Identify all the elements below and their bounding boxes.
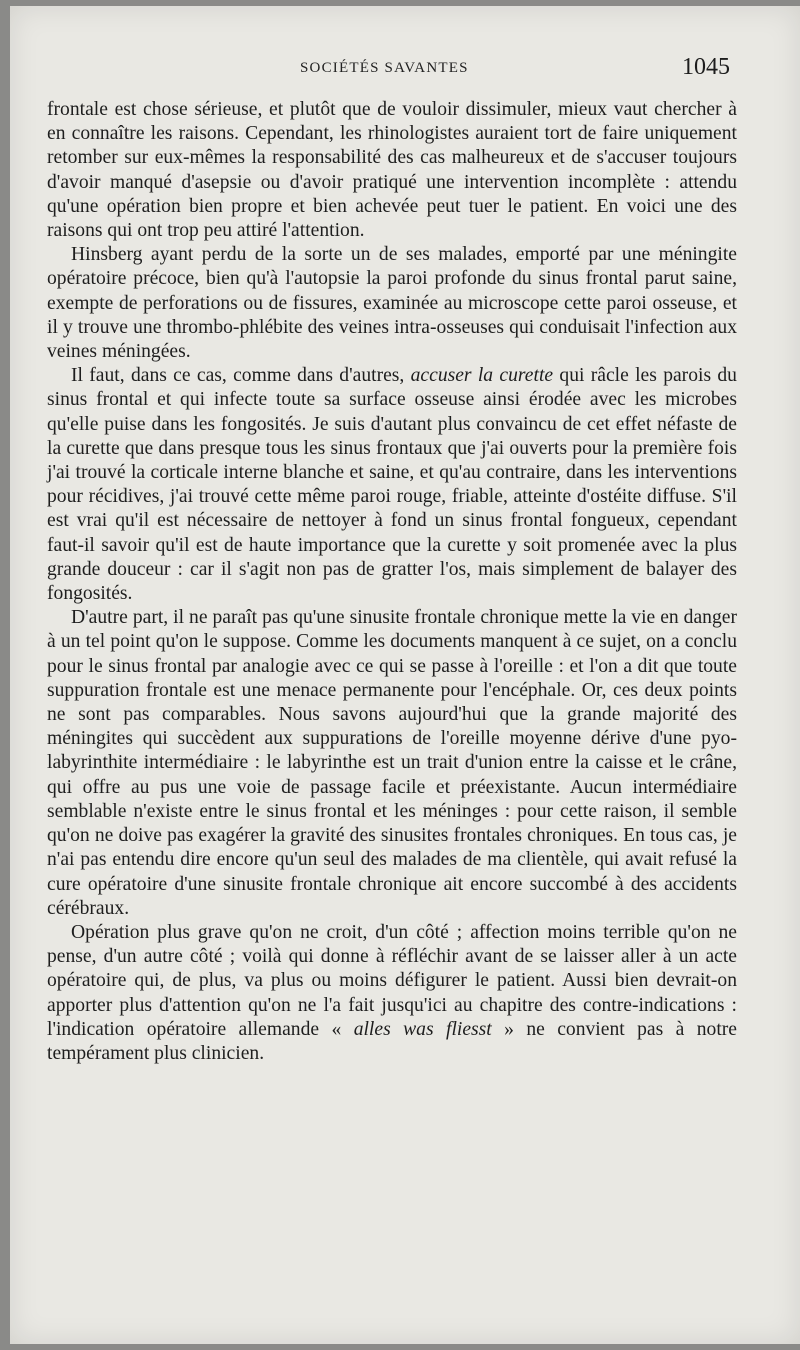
- paragraph-5-text-end: » ne convient pas à notre tempérament plus clinicien.: [47, 1018, 737, 1064]
- paragraph-4: D'autre part, il ne paraît pas qu'une sinusite frontale chronique mette la vie en danger à un tel point qu'on le suppose. Comme les documents manquent à ce sujet, on a conclu pour le sinus frontal par analogie avec ce qui se passe à l'oreille : et l'on a dit que toute suppuration frontale est une menace permanente pour l'encéphale. Or, ces deux points ne sont pas comparables. Nous savons aujourd'hui que la grande majorité des méningites qui succèdent aux suppurations de l'oreille moyenne dérive d'une pyo-labyrinthite intermédiaire : le labyrinthe est un trait d'union entre la caisse et le crâne, qui offre au pus une voie de passage facile et préexistante. Aucun intermédiaire semblable n'existe entre le sinus frontal et les méninges : pour cette raison, il semble qu'on ne doive pas exagérer la gravité des sinusites frontales chroniques. En tous cas, je n'ai pas entendu dire encore qu'un seul des malades de ma clientèle, qui avait refusé la cure opératoire d'une sinusite frontale chronique ait encore succombé à des accidents cérébraux.: [47, 607, 737, 919]
- paragraph-3-text-start: Il faut, dans ce cas, comme dans d'autres,: [71, 365, 411, 387]
- page-number: 1045: [682, 54, 730, 80]
- paragraph-5-italic-phrase: alles was fliesst: [353, 1018, 492, 1040]
- page-header: [10, 54, 800, 88]
- paragraph-5: [47, 921, 737, 1066]
- paragraph-1: frontale est chose sérieuse, et plutôt que de vouloir dissimuler, mieux vaut chercher à en connaître les raisons. Cependant, les rhinologistes auraient tort de faire uniquement retomber sur eux-mêmes la responsabilité des cas malheureux et de s'accuser toujours d'avoir manqué d'asepsie ou d'avoir pratiqué une intervention incomplète : attendu qu'une opération bien propre et bien achevée peut tuer le patient. En voici une des raisons qui ont trop peu attiré l'attention.: [47, 99, 737, 242]
- paragraph-3-italic-phrase: accuser la curette: [410, 365, 554, 387]
- paragraph-3: [47, 364, 737, 606]
- paragraph-5-text-start: Opération plus grave qu'on ne croit, d'un côté ; affection moins terrible qu'on ne pense, d'un autre côté ; voilà qui donne à réfléchir avant de se laisser aller à un acte opératoire qui, de plus, va plus ou moins défigurer le patient. Aussi bien devrait-on apporter plus d'attention qu'on ne l'a fait jusqu'ici au chapitre des contre-indications : l'indication opératoire allemande «: [47, 921, 737, 1040]
- paragraph-3-text-end: qui râcle les parois du sinus frontal et qui infecte toute sa surface osseuse ainsi érodée avec les microbes qu'elle puise dans les fongosités. Je suis d'autant plus convaincu de cet effet néfaste de la curette que dans presque tous les sinus frontaux que j'ai ouverts pour la première fois j'ai trouvé la corticale interne blanche et saine, et qu'au contraire, dans les interventions pour récidives, j'ai trouvé cette même paroi rouge, friable, atteinte d'ostéite diffuse. S'il est vrai qu'il est nécessaire de nettoyer à fond un sinus frontal fongueux, cependant faut-il savoir qu'il est de haute importance que la curette y soit promenée avec la plus grande douceur : car il s'agit non pas de gratter l'os, mais simplement de balayer des fongosités.: [47, 365, 737, 605]
- running-title: SOCIÉTÉS SAVANTES: [300, 60, 469, 76]
- body-text: [47, 98, 737, 1066]
- book-page: [10, 6, 800, 1344]
- paragraph-2: Hinsberg ayant perdu de la sorte un de ses malades, emporté par une méningite opératoire précoce, bien qu'à l'autopsie la paroi profonde du sinus frontal parut saine, exempte de perforations ou de fissures, examinée au microscope cette paroi osseuse, et il y trouve une thrombo-phlébite des veines intra-osseuses qui conduisait l'infection aux veines méningées.: [47, 244, 737, 363]
